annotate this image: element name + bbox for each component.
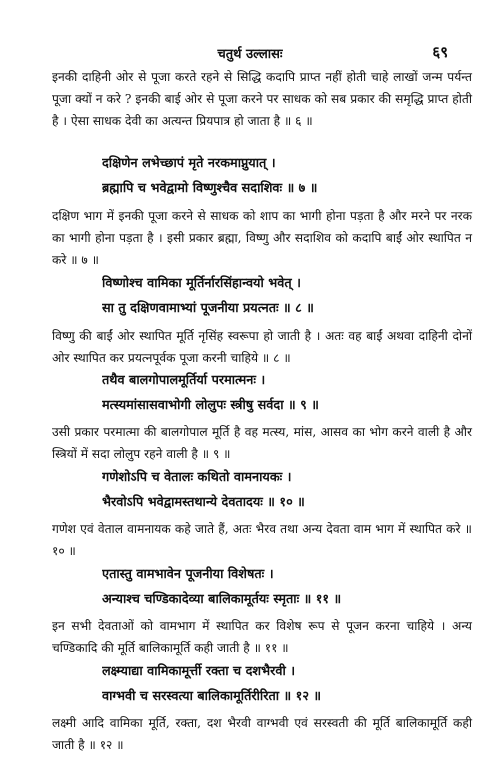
verse-line: मत्स्यमांसासवाभोगी लोलुपः स्त्रीषु सर्वदा ॥ ९ ॥ — [102, 398, 319, 413]
commentary-paragraph-9: उसी प्रकार परमात्मा की बालगोपाल मूर्ति है वह मत्स्य, मांस, आसव का भोग करने वाली है और स्त्रियों में सदा लोलुप रहने वाली है ॥ ९ ॥ — [52, 425, 472, 461]
commentary-paragraph-11: इन सभी देवताओं को वामभाग में स्थापित कर विशेष रूप से पूजन करना चाहिये । अन्य चण्डिकादि की मूर्ति बालिकामूर्ति कही जाती है ॥ ११ ॥ — [52, 619, 472, 655]
verse-line: दक्षिणेन लभेच्छापं मृते नरकमाप्नुयात् । — [102, 156, 276, 171]
verse-line: भैरवोऽपि भवेद्वामस्तथान्ये देवतादयः ॥ १० ॥ — [102, 495, 305, 510]
verse-line: तथैव बालगोपालमूर्तिर्या परमात्मनः । — [102, 373, 266, 388]
verse-line: अन्याश्च चण्डिकादेव्या बालिकामूर्तयः स्मृताः ॥ ११ ॥ — [102, 592, 342, 607]
commentary-paragraph-8: विष्णु की बाईं ओर स्थापित मूर्ति नृसिंह स्वरूपा हो जाती है । अतः वह बाईं अथवा दाहिनी दोनों ओर स्थापित कर प्रयत्नपूर्वक पूजा करनी चाहिये ॥ ८ ॥ — [52, 329, 472, 365]
verse-12 — [102, 659, 438, 709]
verse-10 — [102, 465, 438, 515]
commentary-paragraph-7: दक्षिण भाग में इनकी पूजा करने से साधक को शाप का भागी होना पड़ता है और मरने पर नरक का भागी होना पड़ता है । इसी प्रकार ब्रह्मा, विष्णु और सदाशिव को कदापि बाईं ओर स्थापित न करे ॥ ७ ॥ — [52, 209, 472, 267]
verse-line: ब्रह्मापि च भवेद्वामो विष्णुश्चैव सदाशिवः ॥ ७ ॥ — [102, 181, 318, 196]
chapter-title: चतुर्थ उल्लासः — [217, 47, 283, 62]
verse-line: वाग्भवी च सरस्वत्या बालिकामूर्तिरीरिता ॥ १२ ॥ — [102, 689, 322, 704]
verse-9 — [102, 368, 438, 418]
page-number: ६९ — [432, 43, 448, 61]
verse-line: गणेशोऽपि च वेतालः कथितो वामनायकः । — [102, 470, 292, 485]
verse-line: विष्णोश्च वामिका मूर्तिर्नारसिंहान्वयो भवेत् । — [102, 276, 301, 291]
verse-11 — [102, 562, 438, 612]
verse-7 — [102, 151, 438, 201]
verse-line: एतास्तु वामभावेन पूजनीया विशेषतः । — [102, 567, 274, 582]
commentary-paragraph-12: लक्ष्मी आदि वामिका मूर्ति, रक्ता, दश भैरवी वाग्भवी एवं सरस्वती की मूर्ति बालिकामूर्ति कही जाती है ॥ १२ ॥ — [52, 716, 472, 752]
verse-8 — [102, 271, 438, 321]
verse-line: सा तु दक्षिणवामाभ्यां पूजनीया प्रयत्नतः ॥ ८ ॥ — [102, 301, 314, 316]
commentary-paragraph-6: इनकी दाहिनी ओर से पूजा करते रहने से सिद्धि कदापि प्राप्त नहीं होती चाहे लाखों जन्म पर्यन्त पूजा क्यों न करे ? इनकी बाई ओर से पूजा करने पर साधक को सब प्रकार की समृद्धि प्राप्त होती है । ऐसा साधक देवी का अत्यन्त प्रियपात्र हो जाता है ॥ ६ ॥ — [52, 70, 472, 128]
verse-line: लक्ष्म्याद्या वामिकामूर्त्ती रक्ता च दशभैरवी । — [102, 664, 296, 679]
commentary-paragraph-10: गणेश एवं वेताल वामनायक कहे जाते हैं, अतः भैरव तथा अन्य देवता वाम भाग में स्थापित करे ॥ १० ॥ — [52, 522, 472, 558]
